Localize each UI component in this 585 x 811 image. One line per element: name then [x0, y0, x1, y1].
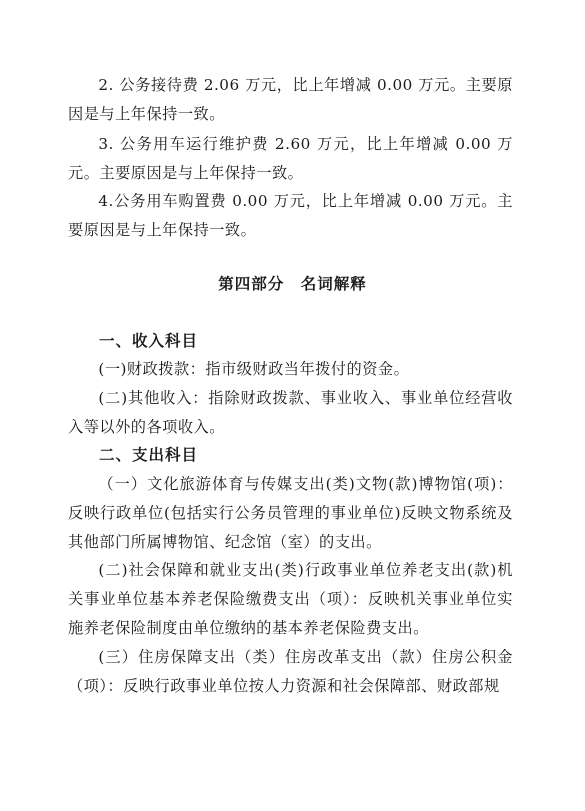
income-item-other: (二)其他收入：指除财政拨款、事业收入、事业单位经营收入等以外的各项收入。	[68, 389, 513, 436]
expenditure-item-pension: (二)社会保障和就业支出(类)行政事业单位养老支出(款)机关事业单位基本养老保险缴费支出（项）：反映机关事业单位实施养老保险制度由单位缴纳的基本养老保险费支出。	[68, 561, 513, 637]
paragraph-reception-expense: 2. 公务接待费 2.06 万元，比上年增减 0.00 万元。主要原因是与上年保持一致。	[68, 76, 513, 123]
expenditure-item-museum: （一）文化旅游体育与传媒支出(类)文物(款)博物馆(项)：反映行政单位(包括实行公务员管理的事业单位)反映文物系统及其他部门所属博物馆、纪念馆（室）的支出。	[68, 475, 513, 551]
paragraph-vehicle-purchase: 4.公务用车购置费 0.00 万元，比上年增减 0.00 万元。主要原因是与上年保持一致。	[68, 192, 513, 239]
section-title: 第四部分 名词解释	[218, 274, 367, 293]
paragraph-vehicle-maintenance: 3. 公务用车运行维护费 2.60 万元，比上年增减 0.00 万元。主要原因是与上年保持一致。	[68, 135, 513, 182]
income-heading: 一、收入科目	[99, 332, 199, 350]
expenditure-heading: 二、支出科目	[99, 446, 199, 464]
expenditure-item-housing: (三）住房保障支出（类）住房改革支出（款）住房公积金（项）：反映行政事业单位按人力资源和社会保障部、财政部规	[68, 648, 513, 695]
income-item-fiscal: (一)财政拨款：指市级财政当年拨付的资金。	[98, 360, 410, 378]
